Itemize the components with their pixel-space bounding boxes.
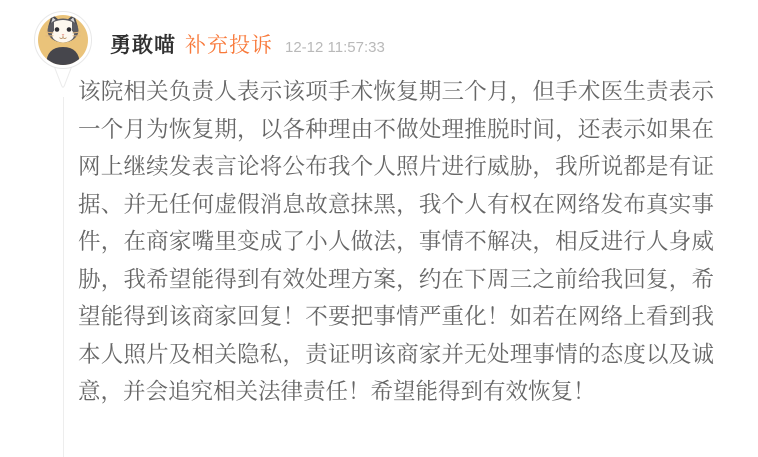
timestamp: 12-12 11:57:33 <box>285 39 385 56</box>
complaint-type-tag: 补充投诉 <box>185 34 273 57</box>
timeline-line <box>63 97 64 457</box>
author-name[interactable]: 勇敢喵 <box>110 34 176 57</box>
post-content: 该院相关负责人表示该项手术恢复期三个月，但手术医生责表示一个月为恢复期，以各种理由不做处理推脱时间，还表示如果在网上继续发表言论将公布我个人照片进行威胁，我所说都是有证据、并无任何虚假消息故意抹黑，我个人有权在网络发布真实事件，在商家嘴里变成了小人做法，事情不解决，相反进行人身威胁，我希望能得到有效处理方案，约在下周三之前给我回复，希望能得到该商家回复！不要把事情严重化！如若在网络上看到我本人照片及相关隐私，责证明该商家并无处理事情的态度以及诚意，并会追究相关法律责任！希望能得到有效恢复！ <box>78 79 714 404</box>
post-header <box>110 29 385 59</box>
